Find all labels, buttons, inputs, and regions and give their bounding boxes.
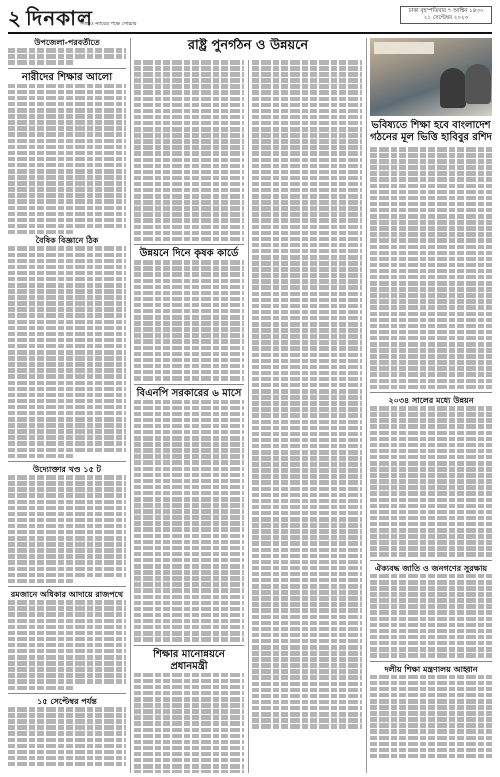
column-rule [248,60,249,773]
article-heading: বিএনপি সরকারের ৬ মাসে [136,387,242,399]
photo-person [440,68,466,108]
page-number: ২ [8,6,22,30]
photo-person [465,64,491,104]
article-body [8,707,126,766]
column-left [8,38,126,773]
column-rule [130,38,131,773]
divider [8,693,126,694]
article-body [134,60,244,241]
article-body [252,60,362,729]
masthead [8,4,492,34]
article-body [370,574,492,658]
article-body [8,48,126,65]
divider [134,645,244,646]
article-body [370,675,492,759]
column-rule [366,38,367,773]
paper-tagline: সত্য ও ন্যায়ের পক্ষে সোচ্চার [80,21,137,27]
article-heading: ১৫ সেপ্টেম্বর পর্যন্ত [37,697,97,707]
photo-banner [374,42,434,54]
lead-article-heading: ভবিষ্যতে শিক্ষা হবে বাংলাদেশ গঠনের মূল ভিত্তি হাবিবুর রশিদ [370,120,492,143]
article-body [134,260,244,380]
article-body [370,147,492,389]
divider [370,661,492,662]
column-center-right [252,60,362,773]
divider [370,392,492,393]
center-top-banner [134,38,362,60]
article-body [8,600,126,690]
article-heading: উন্নয়নে দিনে কৃষক কার্ডে [139,248,239,260]
column-right [370,38,492,773]
news-photo [370,38,492,116]
column-center-left [134,60,244,773]
date-box [400,6,492,24]
article-heading: রমজানে অধিকার আদায়ে রাজপথে [10,590,124,600]
article-body [134,400,244,642]
paper-name: দিনকাল [26,6,93,30]
article-heading: নারীদের শিক্ষার আলো [21,71,113,83]
article-heading: শিক্ষার মানোন্নয়নে প্রধানমন্ত্রী [153,648,225,672]
divider [134,244,244,245]
article-heading: উদ্যোক্তার খণ্ড ১৫ ট [33,465,101,475]
article-body [8,246,126,458]
article-subheading: বৈষিক বিজ্ঞানে ঠিক [35,236,99,246]
article-heading: দলীয় শিক্ষা মন্ত্রণালয় আহ্বান [384,664,478,674]
article-heading: রাষ্ট্র পুনর্গঠন ও উন্নয়নে [187,38,309,53]
divider [134,384,244,385]
date-line-gregorian: ২১ সেপ্টেম্বর ২০২৩ [423,15,469,21]
divider [8,461,126,462]
article-heading: ঐক্যবদ্ধ জাতি ও জনগণের সুরক্ষায় [374,563,488,573]
divider [370,560,492,561]
article-body [370,406,492,557]
article-heading: উপজেলা-পরবর্তীতে [34,38,100,47]
date-line-bengali: ঢাকা বৃহস্পতিবার ৭ আশ্বিন ১৪৩০ [408,8,484,14]
article-body [134,673,244,773]
divider [8,586,126,587]
article-body [8,475,126,583]
article-body [8,84,126,235]
article-heading: ২০৩৪ সালের মধ্যে উন্নয়ন [388,396,474,406]
divider [8,68,126,69]
